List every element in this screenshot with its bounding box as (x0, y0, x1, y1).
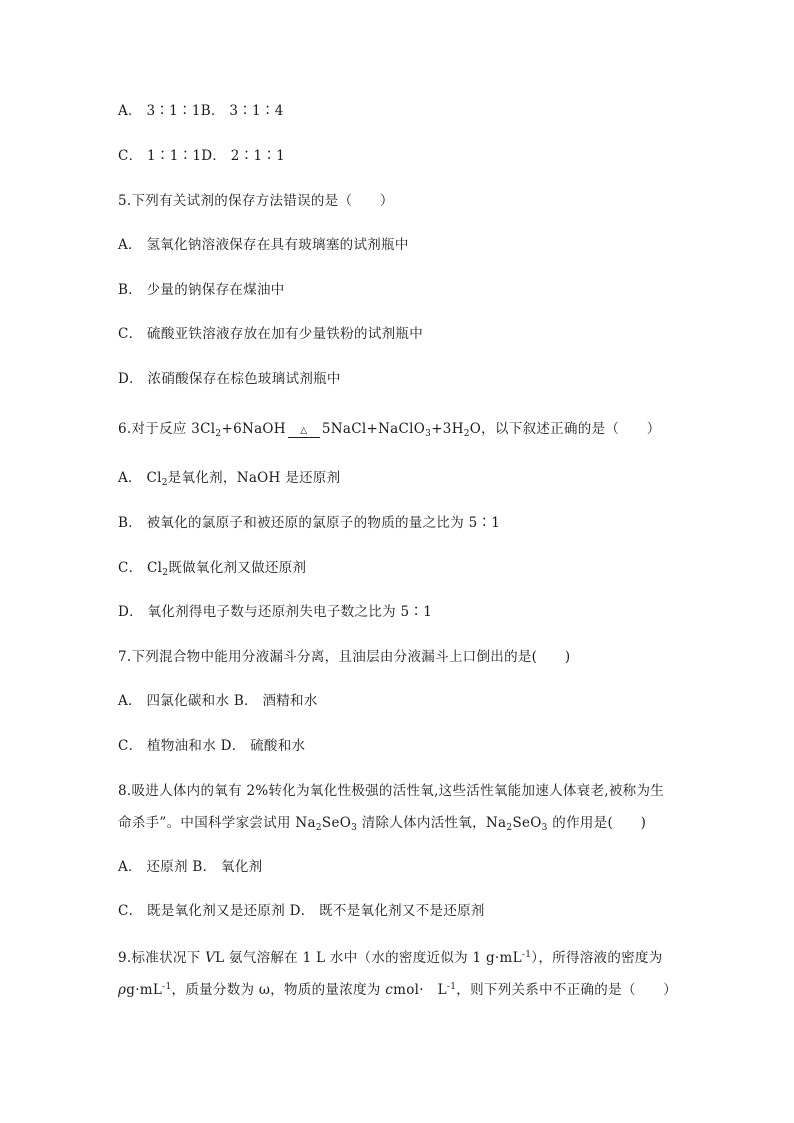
q6-option-d: D． 氧化剂得电子数与还原剂失电子数之比为 5∶1 (118, 604, 433, 620)
q6-stem-mid: +6NaOH (221, 421, 286, 437)
q6-option-a (118, 468, 340, 493)
q7-stem: 7.下列混合物中能用分液漏斗分离，且油层由分液漏斗上口倒出的是( ) (118, 649, 571, 665)
q6-option-b: B． 被氧化的氯原子和被还原的氯原子的物质的量之比为 5∶1 (118, 515, 501, 531)
q8-stem-line2 (118, 813, 646, 838)
q6-option-c-suffix: 既做氧化剂又做还原剂 (168, 560, 307, 576)
q8-line2-suffix: 的作用是( ) (547, 815, 647, 831)
q5-option-b: B． 少量的钠保存在煤油中 (118, 282, 285, 298)
q8-options-cd: C． 既是氧化剂又是还原剂 D． 既不是氧化剂又不是还原剂 (118, 903, 485, 919)
q9-line2-d: ，则下列关系中不正确的是（ ） (456, 982, 678, 998)
q6-stem-products-1: 5NaCl+NaClO (321, 421, 426, 437)
q6-sub: 2 (215, 429, 222, 439)
q6-option-c-prefix: C． Cl (118, 560, 163, 576)
q8-sub: 2 (315, 823, 322, 833)
q9-stem-line2 (118, 977, 677, 1000)
q6-option-c (118, 558, 306, 583)
q6-stem-suffix: O，以下叙述正确的是（ ） (469, 421, 661, 437)
q9-sup: -1 (521, 950, 532, 960)
q8-sub: 3 (541, 823, 548, 833)
q8-formula-part: SeO (321, 815, 352, 831)
q6-stem (118, 419, 661, 444)
q8-formula-part: 清除人体内活性氧，Na (357, 815, 507, 831)
q6-option-a-prefix: A． Cl (118, 470, 162, 486)
q5-stem: 5.下列有关试剂的保存方法错误的是（ ） (118, 193, 394, 209)
q8-stem-line1: 8.吸进人体内的氧有 2%转化为氧化性极强的活性氧,这些活性氧能加速人体衰老,被称为生 (118, 783, 665, 799)
q9-line1-suffix: ），所得溶液的密度为 (531, 950, 663, 966)
q8-line2-prefix: 命杀手”。中国科学家尝试用 Na (118, 815, 316, 831)
q6-sub: 2 (161, 478, 168, 488)
reaction-line (288, 437, 320, 438)
q6-option-a-suffix: 是氧化剂，NaOH 是还原剂 (167, 470, 341, 486)
q7-options-cd: C． 植物油和水 D． 硫酸和水 (118, 738, 306, 754)
q4-options-cd: C． 1∶1∶1D． 2∶1∶1 (118, 148, 286, 164)
q6-sub: 2 (162, 568, 169, 578)
q9-line1-mid: L 氨气溶解在 1 L 水中（水的密度近似为 1 g·mL (215, 950, 522, 966)
q7-options-ab: A． 四氯化碳和水 B． 酒精和水 (118, 693, 318, 709)
q4-options-ab: A． 3∶1∶1B． 3∶1∶4 (118, 103, 284, 119)
q5-option-a: A． 氢氧化钠溶液保存在具有玻璃塞的试剂瓶中 (118, 237, 409, 253)
q9-line2-a: g·mL (126, 982, 163, 998)
q9-line2-b: ，质量分数为 ω，物质的量浓度为 (171, 982, 386, 998)
q6-stem-products-2: +3H (431, 421, 464, 437)
q9-line2-c: mol· L (393, 982, 447, 998)
q9-var-v: V (205, 950, 216, 966)
q5-option-c: C． 硫酸亚铁溶液存放在加有少量铁粉的试剂瓶中 (118, 326, 424, 342)
q8-sub: 3 (351, 823, 358, 833)
q8-options-ab: A． 还原剂 B． 氧化剂 (118, 859, 263, 875)
q9-var-c: c (385, 982, 394, 998)
heat-arrow (286, 424, 322, 444)
q6-stem-prefix: 6.对于反应 3Cl (118, 421, 216, 437)
heat-triangle-icon: △ (300, 426, 308, 436)
q9-line1-prefix: 9.标准状况下 (118, 950, 206, 966)
q6-sub: 2 (463, 429, 470, 439)
q9-stem-line1 (118, 945, 663, 968)
q9-sup: -1 (446, 982, 457, 992)
q9-sup: -1 (162, 982, 172, 992)
q6-sub: 3 (425, 429, 432, 439)
q8-formula-part: SeO (512, 815, 542, 831)
q5-option-d: D． 浓硝酸保存在棕色玻璃试剂瓶中 (118, 371, 341, 387)
q9-var-rho: ρ (118, 982, 127, 998)
q8-sub: 2 (506, 823, 513, 833)
